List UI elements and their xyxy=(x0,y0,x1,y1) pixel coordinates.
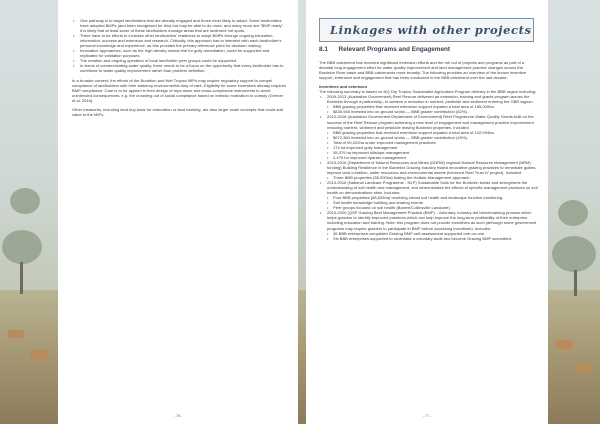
bullet-item: • The creation and ongoing operation of local landholder peer groups could be supported. xyxy=(72,58,286,63)
right-page xyxy=(306,0,548,424)
left-page-text xyxy=(72,18,286,117)
bullet-item: • Innovative approaches, such as the high density animal trial for gully remediation, could be supported and replicated for validation purposes. xyxy=(72,48,286,58)
subheading: Incentives and extension xyxy=(319,84,368,90)
sub-bullet-item: • Four BBB properties (68,825ha) receiving robust soil health and landscape function monitoring. xyxy=(319,195,539,200)
background-tree xyxy=(558,200,588,226)
sub-bullet-item: • $672,384 invested into on-ground works — BBB grazier contribution (49%). xyxy=(319,135,539,140)
body-paragraph: In a broader context, the efforts of the Burdekin and Wet Tropics MIPs may require regulatory support to compel compliance of landholders with their statutory environmental duty of care. Eligibility for some incentives already requires BMP compliance. Care is to be applied in their design of reps alone and cross-compliance instruments to avoid unintended consequences, e.g. the crowding out of social compliance based on intrinsic motivation to comply (Greiner et al. 2016). xyxy=(72,77,286,103)
sub-bullet-item: • Three BBB properties (55,000ha) trialing the Holistic Management approach. xyxy=(319,175,539,180)
background-tree xyxy=(552,236,596,272)
sub-bullet-item: • Soil health knowledge building and sharing events. xyxy=(319,200,539,205)
left-bullet-list xyxy=(72,18,286,74)
program-list xyxy=(319,94,539,240)
sub-bullet-item: • Total of 90,022ha under improved management practices: xyxy=(319,140,539,145)
program-item: • 2009-2013 (Australian Government) Reef Rescue delivered an extension, training and grants program across the Burdekin through a partnership, to achieve a reduction in nutrient, pesticide and sediment entering the GBR lagoon. xyxy=(319,94,539,104)
program-item: • 2013-2016 (National Landcare Programme - NLP) Sustainable Soils for the Burdekin builds and strengthens the understanding of soil health and management, and demonstrates the effects of specific management practices on soil health on demonstrations sites. Includes: xyxy=(319,180,539,195)
left-paragraphs xyxy=(72,78,286,117)
program-item: • 2013-2016 (Department of Natural Resources and Mines (DNRM) regional Natural Resource Management (NRM) funding) Building Resilience in the Burdekin Grazing Industry trialed innovative grazing practices to remediate gullies, improve land condition, water resources and environmental assets (informed Reef Trust IV project). Included: xyxy=(319,160,539,175)
right-page-text xyxy=(319,60,539,241)
sub-bullet-item: • $835,946 invested into on-ground works — BBB grazier contribution (62%). xyxy=(319,109,539,114)
background-tree xyxy=(10,188,40,214)
sub-bullet-item: • Peer groups focused on soil health (Bowen/Collinsville Landcare). xyxy=(319,205,539,210)
background-trunk xyxy=(20,262,23,294)
lead-paragraph: The following summary is based on NQ Dry Tropics Sustainable Agriculture Program delivery in the BBB region including: xyxy=(319,89,537,95)
bullet-item: • There have to be efforts to increase other landholders' readiness to adopt BMPs through ongoing education, information, success and extension and research. Critically, this approach has to intersect with each landholder's personal knowledge and experience, as this provides the primary reference point for decision making. xyxy=(72,33,286,48)
left-page xyxy=(58,0,298,424)
sub-bullet-item: • 2,479 ha improved riparian management xyxy=(319,155,539,160)
program-item: • 2013-2016 (Australian Government Department of Environment) Reef Programme Water Quality Grants built on the success of the Reef Rescue program achieving a new level of engagement and management practice improvement reducing nutrient, sediment and pesticide leaving Burdekin properties. Included: xyxy=(319,114,539,129)
background-cattle xyxy=(30,350,48,359)
sub-bullet-item: • Six BBB enterprises supported to undertake a voluntary audit and become Grazing BMP accredited. xyxy=(319,236,539,241)
sub-bullet-item: • 35,379 ha improved hillslope management xyxy=(319,150,539,155)
background-tree xyxy=(2,230,42,264)
program-item: • 2013-2020 (QSP Grazing Best Management Practice (BMP) - Voluntary, industry-led benchmarking process which helps graziers to identify improved practices which can help improve the long-term profitability of their enterprise including education and training. Note: this program does not provide incentives as such (although some government programs may require graziers to participate in BMP before accessing incentives). Includes: xyxy=(319,210,539,230)
sub-bullet-item: • 174 ha improved gully management xyxy=(319,145,539,150)
background-cattle xyxy=(575,364,591,372)
body-paragraph: Other measures, including land buy-back for restoration or land banking, are also larger scale concepts that could add value to the MIPs. xyxy=(72,106,284,117)
sub-bullet-item: • 36 BBB enterprises completed Grazing BMP self-assessment supported one-on-one. xyxy=(319,231,539,236)
intro-paragraph: The BBB catchment has received significant extension efforts and the roll out of projects and programs as part of a decadal long engagement effort for water quality improvement and land management practice changes across the Burdekin River basin and BBB catchments more broadly. The following provides an overview of the known incentive support, extension and engagement that has been conducted in the BBB catchment over the last decade. xyxy=(319,60,527,81)
bullet-item: • In terms of communicating water quality, there needs to be a focus on the opportunity that every landholder has to contribute to water quality improvement rather than problem definition. xyxy=(72,63,286,73)
background-cattle xyxy=(8,330,24,338)
section-heading: 8.1 Relevant Programs and Engagement xyxy=(319,46,451,53)
page-number: - 77 - xyxy=(422,414,432,418)
bullet-item: • One pathway is to target landholders that are already engaged and those most likely to adopt. Some landholders have adopted BMPs (and been recognised for this) but may be able to do more, and many more are "BMP ready". It is likely that at least some of these landholders manage areas that are sediment hot spots. xyxy=(72,18,286,33)
background-cattle xyxy=(555,340,573,349)
page-number: - 76 - xyxy=(173,414,183,418)
section-banner xyxy=(319,18,534,42)
sub-bullet-item: • BBB grazing properties that received extension support equaled a total area of 165,000ha. xyxy=(319,104,539,109)
background-trunk xyxy=(574,270,577,296)
sub-bullet-item: • BBB grazing properties that received extension support equaled a total area of 142,094ha. xyxy=(319,130,539,135)
banner-title: Linkages with other projects xyxy=(330,23,532,37)
